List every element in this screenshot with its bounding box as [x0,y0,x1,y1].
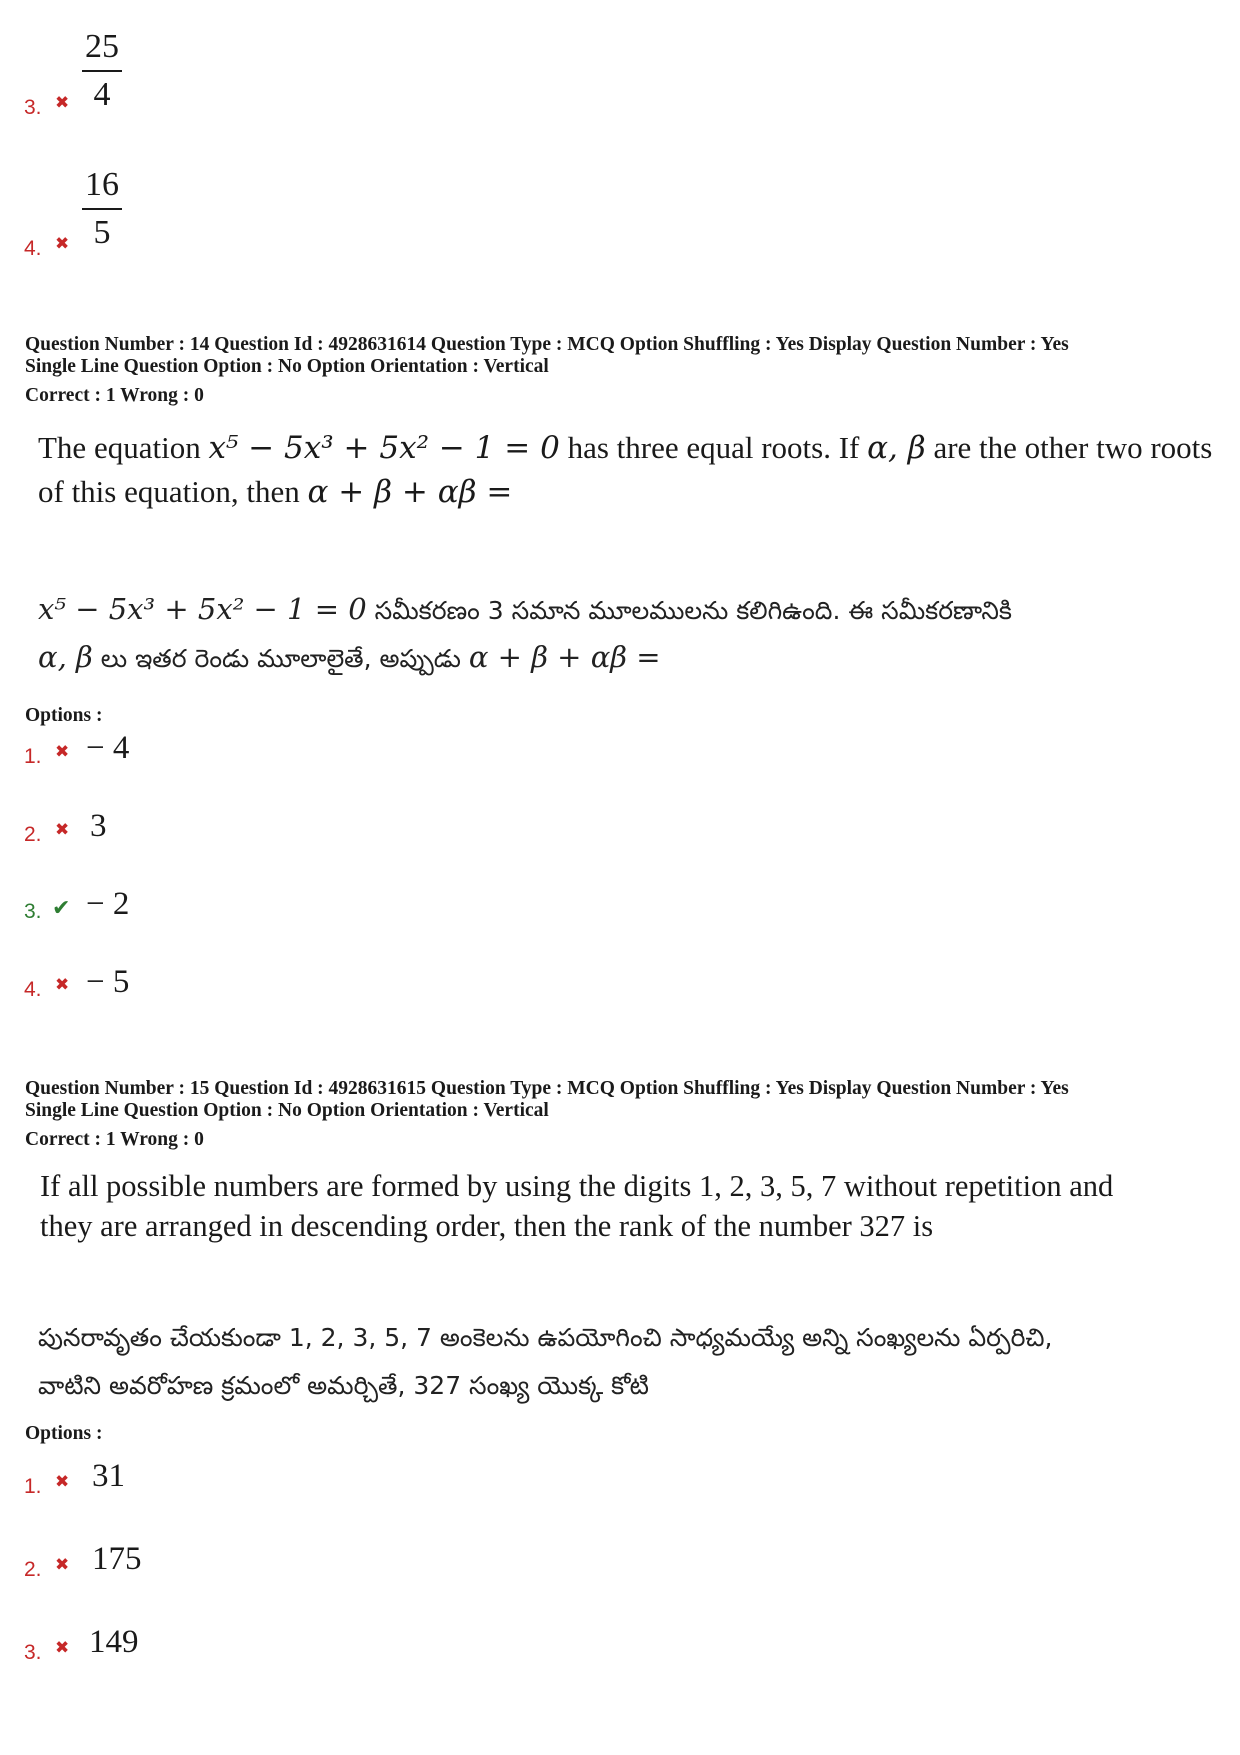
option-value: 149 [89,1624,139,1660]
check-icon: ✔ [52,896,71,921]
option-number: 1. [24,1475,42,1498]
question-text-english-line2: they are arranged in descending order, then the rank of the number 327 is [40,1209,934,1243]
question-text-english: The equation x⁵ − 5x³ + 5x² − 1 = 0 has three equal roots. If α, β are the other two roots [38,430,1213,466]
question-text-telugu-line2: వాటిని అవరోహణ క్రమంలో అమర్చితే, 327 సంఖ్య యొక్క కోటి [38,1371,649,1400]
equation: x⁵ − 5x³ + 5x² − 1 = 0 [208,430,560,466]
option-number: 3. [24,96,42,119]
options-label: Options : [25,705,103,726]
option-number: 4. [24,237,42,260]
question-text-telugu: x⁵ − 5x³ + 5x² − 1 = 0 సమీకరణం 3 సమాన మూలములను కలిగిఉంది. ఈ సమీకరణానికి [38,592,1012,626]
fraction-option [82,30,122,112]
fraction-bar [82,70,122,72]
denominator: 4 [93,76,111,113]
question-meta-line2: Single Line Question Option : No Option Orientation : Vertical [25,1100,549,1121]
cross-icon: ✖ [55,742,70,762]
expression: α + β + αβ = [307,474,513,510]
cross-icon: ✖ [55,234,70,254]
question-text-english-line2: of this equation, then α + β + αβ = [38,474,513,510]
question-meta: Question Number : 14 Question Id : 4928631614 Question Type : MCQ Option Shuffling : Yes Display Question Number : Yes [25,334,1069,355]
option-value: 31 [92,1458,125,1494]
cross-icon: ✖ [55,1555,70,1575]
question-text-telugu: పునరావృతం చేయకుండా 1, 2, 3, 5, 7 అంకెలను ఉపయోగించి సాధ్యమయ్యే అన్ని సంఖ్యలను ఏర్పరిచి, [38,1323,1053,1352]
option-number: 3. [24,1641,42,1664]
question-text-english: If all possible numbers are formed by using the digits 1, 2, 3, 5, 7 without repetition and [40,1169,1114,1203]
question-text-telugu-line2: α, β లు ఇతర రెండు మూలాలైతే, అప్పుడు α + β + αβ = [38,640,661,674]
question-meta-line2: Single Line Question Option : No Option Orientation : Vertical [25,356,549,377]
equation: x⁵ − 5x³ + 5x² − 1 = 0 [38,592,367,626]
marks-info: Correct : 1 Wrong : 0 [25,1129,204,1150]
cross-icon: ✖ [55,1638,70,1658]
option-value: 3 [90,808,107,844]
option-value: − 4 [86,730,130,766]
options-label: Options : [25,1423,103,1444]
option-number: 2. [24,1558,42,1581]
roots-symbol: α, β [38,640,93,674]
expression: α + β + αβ = [468,640,661,674]
denominator: 5 [93,214,111,251]
option-number: 4. [24,978,42,1001]
option-value: 175 [92,1541,142,1577]
question-meta: Question Number : 15 Question Id : 4928631615 Question Type : MCQ Option Shuffling : Yes Display Question Number : Yes [25,1078,1069,1099]
numerator: 25 [85,28,119,65]
cross-icon: ✖ [55,1472,70,1492]
option-number: 2. [24,823,42,846]
fraction-option [82,168,122,250]
cross-icon: ✖ [55,820,70,840]
cross-icon: ✖ [55,93,70,113]
roots-symbol: α, β [867,430,926,466]
option-number: 1. [24,745,42,768]
option-value: − 5 [86,964,130,1000]
marks-info: Correct : 1 Wrong : 0 [25,385,204,406]
cross-icon: ✖ [55,975,70,995]
option-value: − 2 [86,886,130,922]
numerator: 16 [85,166,119,203]
option-number: 3. [24,900,42,923]
fraction-bar [82,208,122,210]
